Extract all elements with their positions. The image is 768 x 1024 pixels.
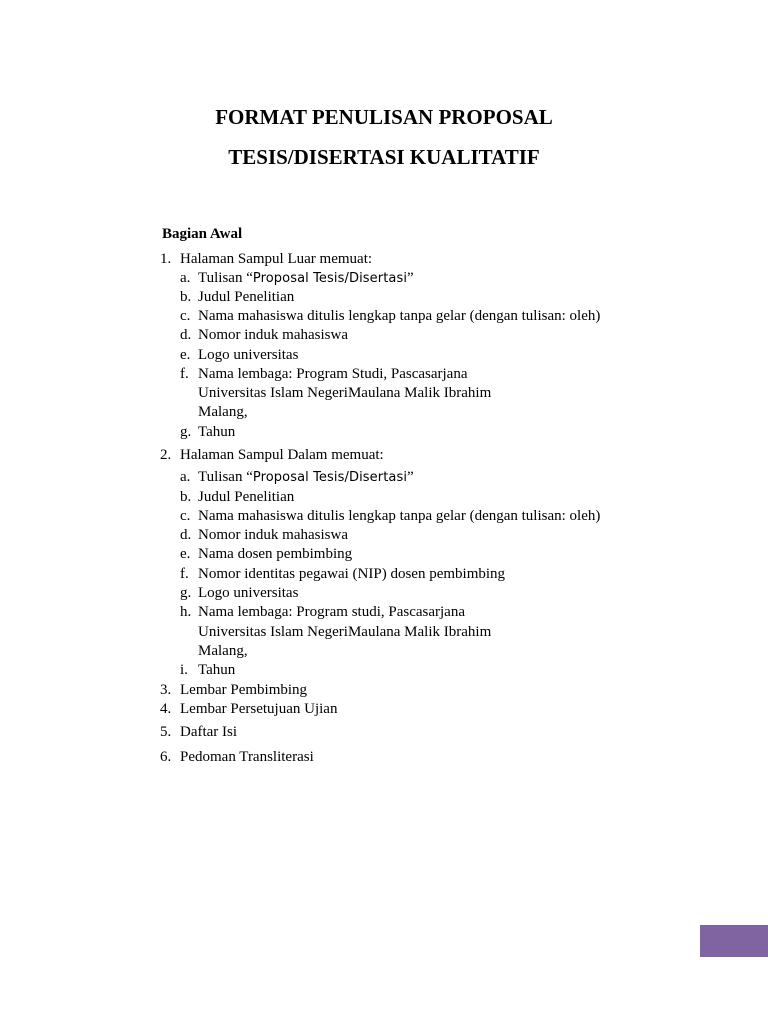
sub-item-2e — [180, 545, 352, 564]
list-item-number: 6. — [160, 749, 172, 765]
sub-item-letter: b. — [180, 289, 192, 305]
sub-item-letter: c. — [180, 308, 191, 324]
sub-item-letter: h. — [180, 604, 192, 620]
list-item-3 — [160, 681, 307, 700]
sub-item-text: Nama dosen pembimbing — [198, 546, 353, 562]
sub-item-1g — [180, 423, 235, 442]
sub-item-letter: i. — [180, 662, 188, 678]
sub-item-quoted: Proposal Tesis/Disertasi — [252, 271, 408, 286]
sub-item-letter: f. — [180, 566, 189, 582]
list-item-text: Halaman Sampul Dalam memuat: — [180, 447, 384, 463]
sub-item-2a — [180, 468, 414, 487]
list-item-number: 1. — [160, 251, 172, 267]
list-item-number: 4. — [160, 701, 172, 717]
sub-item-text: Nomor identitas pegawai (NIP) dosen pembimbing — [198, 566, 506, 582]
list-item-2 — [160, 446, 384, 465]
sub-item-quoted: Proposal Tesis/Disertasi — [252, 470, 408, 485]
sub-item-1f — [180, 365, 468, 384]
list-item-1 — [160, 250, 372, 269]
sub-item-letter: d. — [180, 527, 192, 543]
section-heading: Bagian Awal — [162, 226, 243, 242]
sub-item-2c — [180, 507, 600, 526]
sub-item-text: Tahun — [198, 662, 236, 678]
sub-item-letter: e. — [180, 546, 191, 562]
sub-item-2g — [180, 584, 298, 603]
sub-item-letter: b. — [180, 489, 192, 505]
sub-item-suffix: ” — [407, 270, 414, 286]
sub-item-1d — [180, 326, 348, 345]
list-item-text: Lembar Persetujuan Ujian — [180, 701, 338, 717]
list-item-number: 5. — [160, 724, 172, 740]
sub-item-text: Tahun — [198, 424, 236, 440]
sub-item-1a — [180, 269, 414, 288]
sub-item-prefix: Tulisan “ — [198, 469, 253, 485]
list-item-text: Pedoman Transliterasi — [180, 749, 314, 765]
sub-item-letter: e. — [180, 347, 191, 363]
sub-item-text: Nomor induk mahasiswa — [198, 327, 348, 343]
sub-item-text: Judul Penelitian — [198, 289, 295, 305]
sub-item-2h — [180, 603, 465, 622]
sub-item-2h-continuation-1: Universitas Islam NegeriMaulana Malik Ibrahim — [198, 624, 492, 640]
list-item-number: 3. — [160, 682, 172, 698]
sub-item-letter: d. — [180, 327, 192, 343]
list-item-text: Lembar Pembimbing — [180, 682, 308, 698]
sub-item-2i — [180, 661, 235, 680]
sub-item-letter: a. — [180, 270, 191, 286]
sub-item-2b — [180, 488, 294, 507]
sub-item-text: Nomor induk mahasiswa — [198, 527, 348, 543]
sub-item-2h-continuation-2: Malang, — [198, 643, 248, 659]
sub-item-1f-continuation-2: Malang, — [198, 404, 248, 420]
sub-item-text: Logo universitas — [198, 347, 299, 363]
sub-item-text: Judul Penelitian — [198, 489, 295, 505]
sub-item-text: Nama mahasiswa ditulis lengkap tanpa gelar (dengan tulisan: oleh) — [198, 508, 601, 524]
page-corner-tab — [700, 925, 768, 957]
sub-item-letter: f. — [180, 366, 189, 382]
sub-item-letter: g. — [180, 585, 192, 601]
sub-item-text: Nama lembaga: Program Studi, Pascasarjana — [198, 366, 468, 382]
sub-item-text: Nama mahasiswa ditulis lengkap tanpa gelar (dengan tulisan: oleh) — [198, 308, 601, 324]
sub-item-letter: c. — [180, 508, 191, 524]
sub-item-suffix: ” — [407, 469, 414, 485]
sub-item-2f — [180, 565, 505, 584]
list-item-text: Daftar Isi — [180, 724, 238, 740]
sub-item-letter: a. — [180, 469, 191, 485]
list-item-5 — [160, 723, 237, 742]
list-item-6 — [160, 748, 314, 767]
list-item-4 — [160, 700, 337, 719]
sub-item-1c — [180, 307, 600, 326]
sub-item-1e — [180, 346, 298, 365]
page-title-line-1: FORMAT PENULISAN PROPOSAL — [215, 105, 553, 129]
list-item-text: Halaman Sampul Luar memuat: — [180, 251, 373, 267]
sub-item-text: Nama lembaga: Program studi, Pascasarjana — [198, 604, 465, 620]
sub-item-1b — [180, 288, 294, 307]
sub-item-2d — [180, 526, 348, 545]
page-title-line-2: TESIS/DISERTASI KUALITATIF — [228, 145, 540, 169]
sub-item-text: Logo universitas — [198, 585, 299, 601]
sub-item-1f-continuation-1: Universitas Islam NegeriMaulana Malik Ibrahim — [198, 385, 492, 401]
list-item-number: 2. — [160, 447, 172, 463]
sub-item-prefix: Tulisan “ — [198, 270, 253, 286]
sub-item-letter: g. — [180, 424, 192, 440]
